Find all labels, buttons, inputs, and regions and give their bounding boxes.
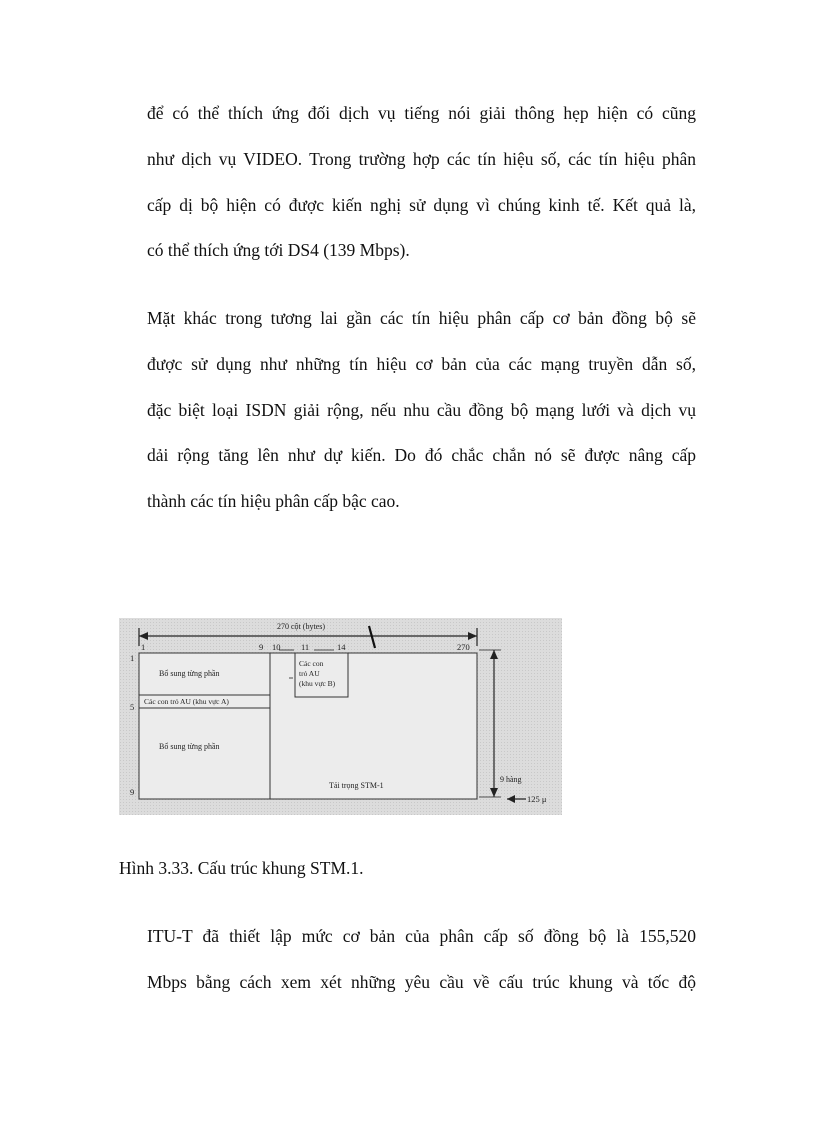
text-line: dải rộng tăng lên như dự kiến. Do đó chắc chắn nó sẽ được nâng cấp <box>147 445 696 466</box>
paragraph-2 <box>147 296 696 525</box>
text-line: như dịch vụ VIDEO. Trong trường hợp các tín hiệu số, các tín hiệu phân <box>147 148 696 169</box>
period-label: 125 μ <box>527 794 547 804</box>
col-10: 10 <box>272 642 281 652</box>
col-270: 270 <box>457 642 470 652</box>
au-pointer-label: Các con trỏ AU (khu vực A) <box>144 697 229 706</box>
top-label: 270 cột (bytes) <box>277 622 325 631</box>
text-line: để có thể thích ứng đối dịch vụ tiếng nói giải thông hẹp hiện có cũng <box>147 103 696 123</box>
rows-label: 9 hàng <box>500 775 522 784</box>
au-pointer-b-line: Các con <box>299 659 324 668</box>
stm1-frame-figure <box>119 618 562 815</box>
paragraph-1 <box>147 91 696 274</box>
col-1: 1 <box>141 642 146 652</box>
text-line: có thể thích ứng tới DS4 (139 Mbps). <box>147 240 410 261</box>
height-arrow-top <box>490 650 498 659</box>
row-9: 9 <box>130 787 135 797</box>
payload-label: Tải trọng STM-1 <box>329 781 384 790</box>
text-line: Mbps bằng cách xem xét những yêu cầu về cấu trúc khung và tốc độ <box>147 971 696 992</box>
col-11: 11 <box>301 642 310 652</box>
text-line: đặc biệt loại ISDN giải rộng, nếu nhu cầu đồng bộ mạng lưới và dịch vụ <box>147 399 696 420</box>
break-mark <box>369 626 375 648</box>
col-14: 14 <box>337 642 346 652</box>
text-line: thành các tín hiệu phân cấp bậc cao. <box>147 491 400 512</box>
figure-caption: Hình 3.33. Cấu trúc khung STM.1. <box>119 858 364 878</box>
text-line: ITU-T đã thiết lập mức cơ bản của phân cấp số đồng bộ là 155,520 <box>147 926 696 946</box>
row-5: 5 <box>130 702 135 712</box>
au-pointer-b-line: (khu vực B) <box>299 679 336 688</box>
col-9: 9 <box>259 642 264 652</box>
row-1: 1 <box>130 653 135 663</box>
width-arrow-left <box>139 632 148 640</box>
paragraph-3 <box>147 914 696 1006</box>
au-pointer-b-line: trỏ AU <box>299 669 320 678</box>
width-arrow-right <box>468 632 477 640</box>
period-arrow-head <box>507 795 515 803</box>
text-line: cấp dị bộ hiện có được kiến nghị sử dụng vì chúng kinh tế. Kết quả là, <box>147 194 696 215</box>
text-line: Mặt khác trong tương lai gần các tín hiệu phân cấp cơ bản đồng bộ sẽ <box>147 308 696 328</box>
box-top-left-label: Bổ sung từng phần <box>159 669 220 678</box>
text-line: được sử dụng như những tín hiệu cơ bản của các mạng truyền dẫn số, <box>147 353 696 374</box>
stm1-frame-diagram <box>119 618 562 815</box>
box-bottom-left-label: Bổ sung từng phần <box>159 742 220 751</box>
height-arrow-bottom <box>490 788 498 797</box>
